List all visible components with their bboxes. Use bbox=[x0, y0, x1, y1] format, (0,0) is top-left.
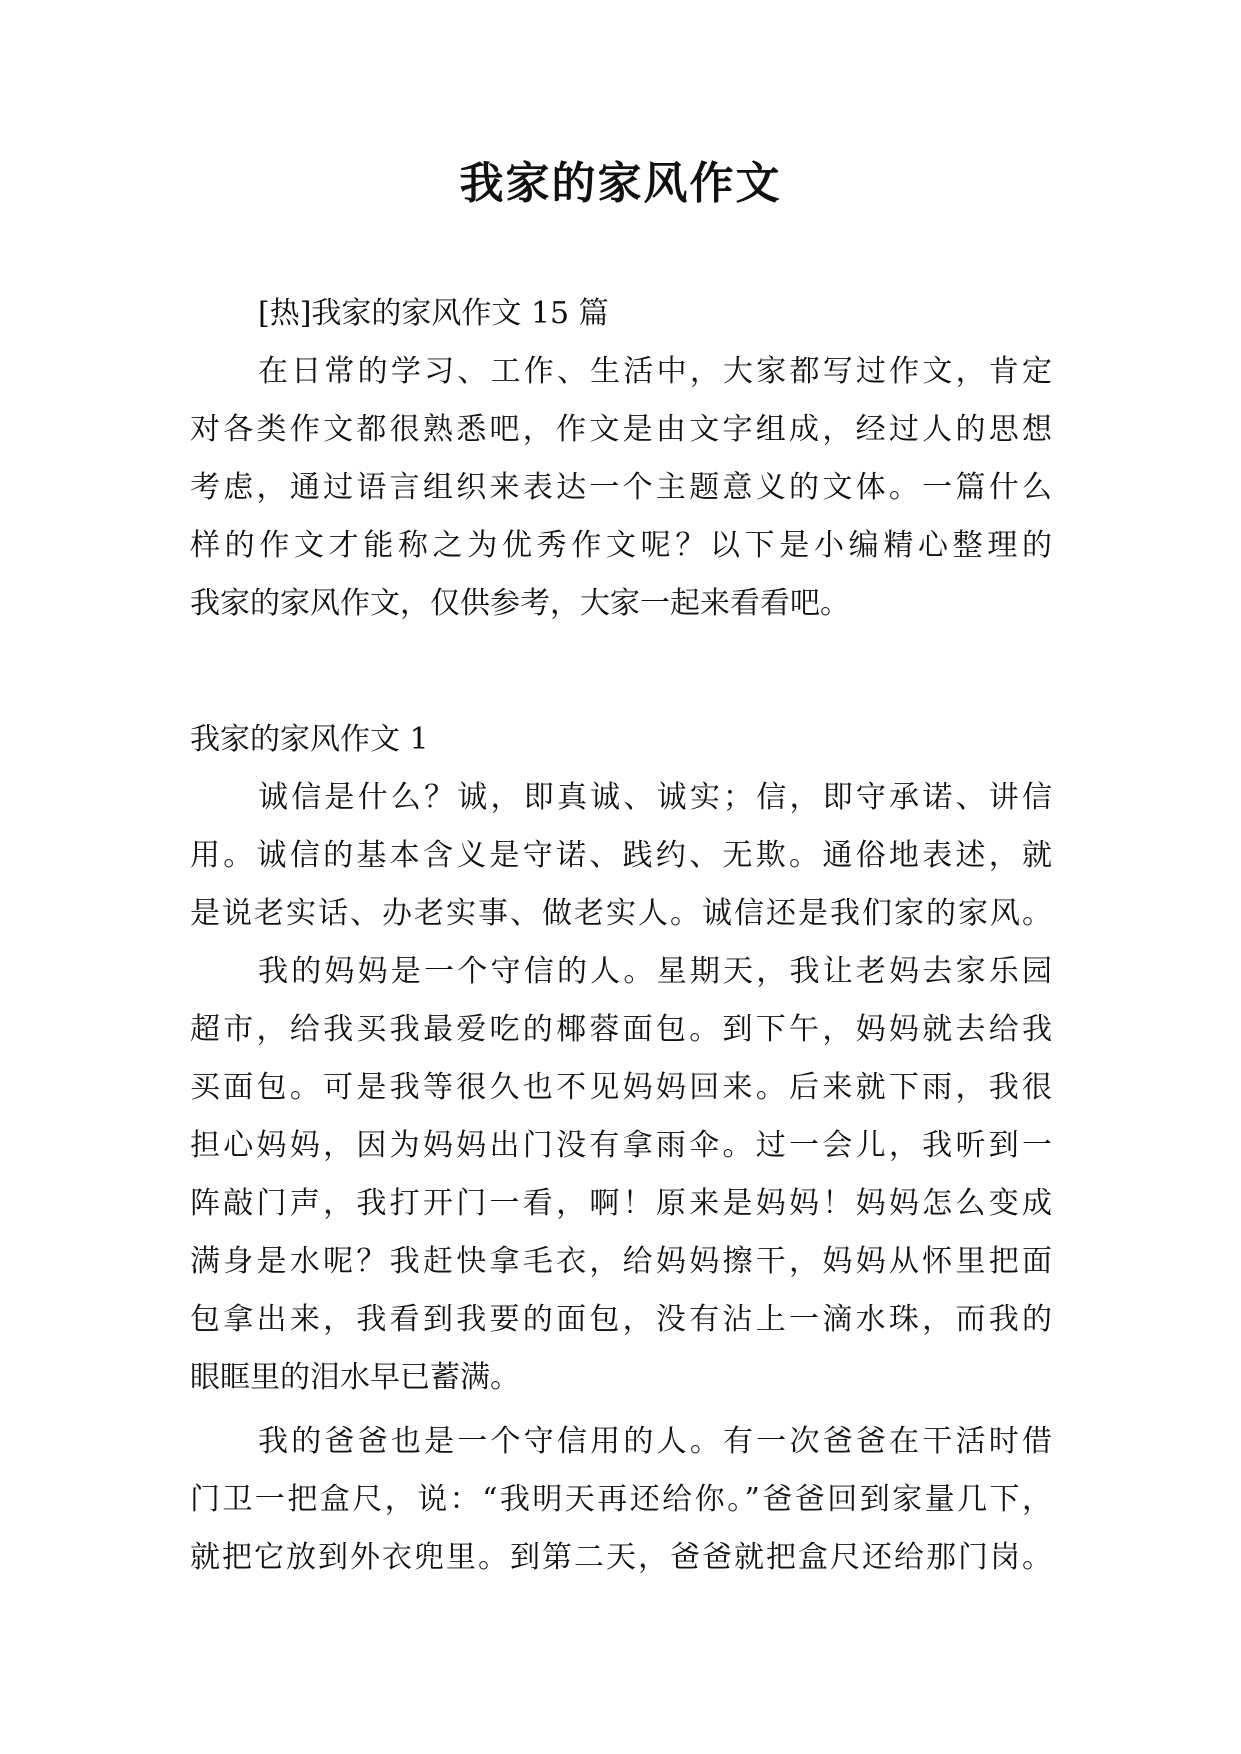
section-heading: 我家的家风作文 1 bbox=[190, 722, 429, 757]
paragraph-father bbox=[190, 1413, 1052, 1587]
paragraph-line: 样的作文才能称之为优秀作文呢？以下是小编精心整理的 bbox=[190, 528, 1052, 563]
paragraph-line: 满身是水呢？我赶快拿毛衣，给妈妈擦干，妈妈从怀里把面 bbox=[190, 1244, 1052, 1279]
paragraph-line: 超市，给我买我最爱吃的椰蓉面包。到下午，妈妈就去给我 bbox=[190, 1012, 1052, 1047]
paragraph-line: 买面包。可是我等很久也不见妈妈回来。后来就下雨，我很 bbox=[190, 1070, 1052, 1105]
paragraph-line: 阵敲门声，我打开门一看，啊！原来是妈妈！妈妈怎么变成 bbox=[190, 1186, 1052, 1221]
document-subtitle: [热]我家的家风作文 15 篇 bbox=[258, 296, 609, 331]
paragraph-line: 考虑，通过语言组织来表达一个主题意义的文体。一篇什么 bbox=[190, 470, 1052, 505]
paragraph-line: 对各类作文都很熟悉吧，作文是由文字组成，经过人的思想 bbox=[190, 412, 1052, 447]
paragraph-line: 担心妈妈，因为妈妈出门没有拿雨伞。过一会儿，我听到一 bbox=[190, 1128, 1052, 1163]
paragraph-line: 包拿出来，我看到我要的面包，没有沾上一滴水珠，而我的 bbox=[190, 1302, 1052, 1337]
paragraph-line: 我家的家风作文，仅供参考，大家一起来看看吧。 bbox=[190, 586, 850, 621]
paragraph-line: 我的爸爸也是一个守信用的人。有一次爸爸在干活时借 bbox=[258, 1424, 1052, 1459]
paragraph-mother bbox=[190, 943, 1052, 1407]
paragraph-line: 我的妈妈是一个守信的人。星期天，我让老妈去家乐园 bbox=[258, 954, 1052, 989]
document-body bbox=[190, 285, 1052, 1587]
paragraph-line: 是说老实话、办老实事、做老实人。诚信还是我们家的家风。 bbox=[190, 896, 1052, 931]
intro-paragraph bbox=[190, 343, 1052, 633]
paragraph-line: 就把它放到外衣兜里。到第二天，爸爸就把盒尺还给那门岗。 bbox=[190, 1540, 1052, 1575]
paragraph-line: 用。诚信的基本含义是守诺、践约、无欺。通俗地表述，就 bbox=[190, 838, 1052, 873]
paragraph-line: 在日常的学习、工作、生活中，大家都写过作文，肯定 bbox=[258, 354, 1052, 389]
paragraph-line: 诚信是什么？诚，即真诚、诚实；信，即守承诺、讲信 bbox=[258, 780, 1052, 815]
document-title: 我家的家风作文 bbox=[459, 158, 782, 209]
paragraph-line: 门卫一把盒尺，说：“我明天再还给你。”爸爸回到家量几下， bbox=[190, 1482, 1052, 1517]
paragraph-line: 眼眶里的泪水早已蓄满。 bbox=[190, 1360, 520, 1395]
section-spacer bbox=[190, 633, 1052, 711]
paragraph-honesty bbox=[190, 769, 1052, 943]
